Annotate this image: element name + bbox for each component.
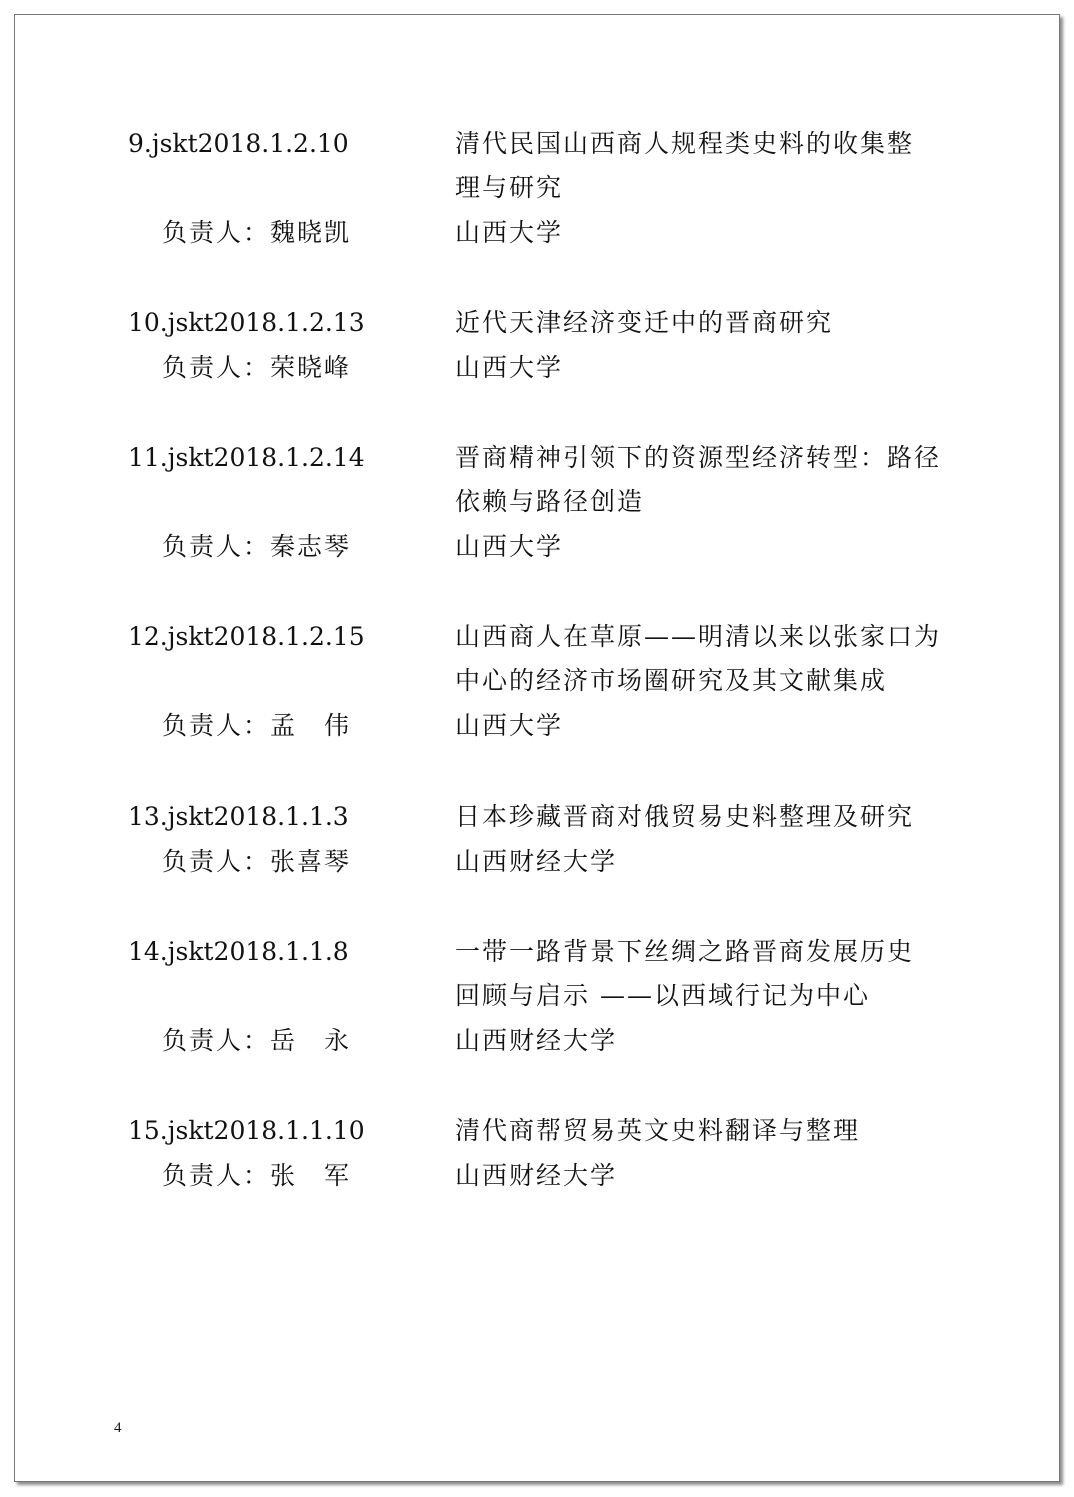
project-code: 14.jskt2018.1.1.8 [128,937,349,966]
person-in-charge [162,704,351,748]
organization: 山西大学 [455,711,564,740]
person-in-charge [162,346,351,390]
person-label: 负责人： [162,353,271,382]
project-code: 9.jskt2018.1.2.10 [128,129,349,158]
project-code: 11.jskt2018.1.2.14 [128,443,365,472]
person-label: 负责人： [162,218,271,247]
project-title [455,301,945,345]
project-title-line: 中心的经济市场圈研究及其文献集成 [455,666,888,695]
organization: 山西财经大学 [455,847,618,876]
person-label: 负责人： [162,532,271,561]
project-title-line: 理与研究 [455,173,564,202]
project-title [455,795,945,839]
person-name: 荣晓峰 [270,353,352,382]
project-title [455,436,945,524]
project-title [455,615,945,703]
organization: 山西财经大学 [455,1161,618,1190]
person-label: 负责人： [162,1161,271,1190]
page-number: 4 [114,1420,122,1436]
project-code: 12.jskt2018.1.2.15 [128,622,365,651]
person-in-charge [162,1154,351,1198]
project-title-line: 依赖与路径创造 [455,487,645,516]
person-in-charge [162,1019,351,1063]
person-label: 负责人： [162,847,271,876]
project-title [455,122,945,210]
project-title-line: 回顾与启示 ——以西域行记为中心 [455,981,870,1010]
person-in-charge [162,840,351,884]
person-name: 张喜琴 [270,847,352,876]
person-name: 张 军 [270,1161,352,1190]
person-name: 岳 永 [270,1026,352,1055]
project-title-line: 清代民国山西商人规程类史料的收集整 [455,129,915,158]
project-title [455,1109,945,1153]
project-title-line: 晋商精神引领下的资源型经济转型：路径 [455,443,942,472]
project-title-line: 近代天津经济变迁中的晋商研究 [455,308,834,337]
project-title-line: 清代商帮贸易英文史料翻译与整理 [455,1116,861,1145]
person-label: 负责人： [162,711,271,740]
person-name: 孟 伟 [270,711,352,740]
organization: 山西大学 [455,218,564,247]
person-label: 负责人： [162,1026,271,1055]
project-title-line: 日本珍藏晋商对俄贸易史料整理及研究 [455,802,915,831]
person-in-charge [162,211,351,255]
person-name: 魏晓凯 [270,218,352,247]
project-title [455,930,945,1018]
project-code: 13.jskt2018.1.1.3 [128,802,349,831]
organization: 山西财经大学 [455,1026,618,1055]
project-title-line: 一带一路背景下丝绸之路晋商发展历史 [455,937,915,966]
project-title-line: 山西商人在草原——明清以来以张家口为 [455,622,942,651]
project-code: 10.jskt2018.1.2.13 [128,308,365,337]
person-name: 秦志琴 [270,532,352,561]
organization: 山西大学 [455,532,564,561]
organization: 山西大学 [455,353,564,382]
project-code: 15.jskt2018.1.1.10 [128,1116,365,1145]
person-in-charge [162,525,351,569]
